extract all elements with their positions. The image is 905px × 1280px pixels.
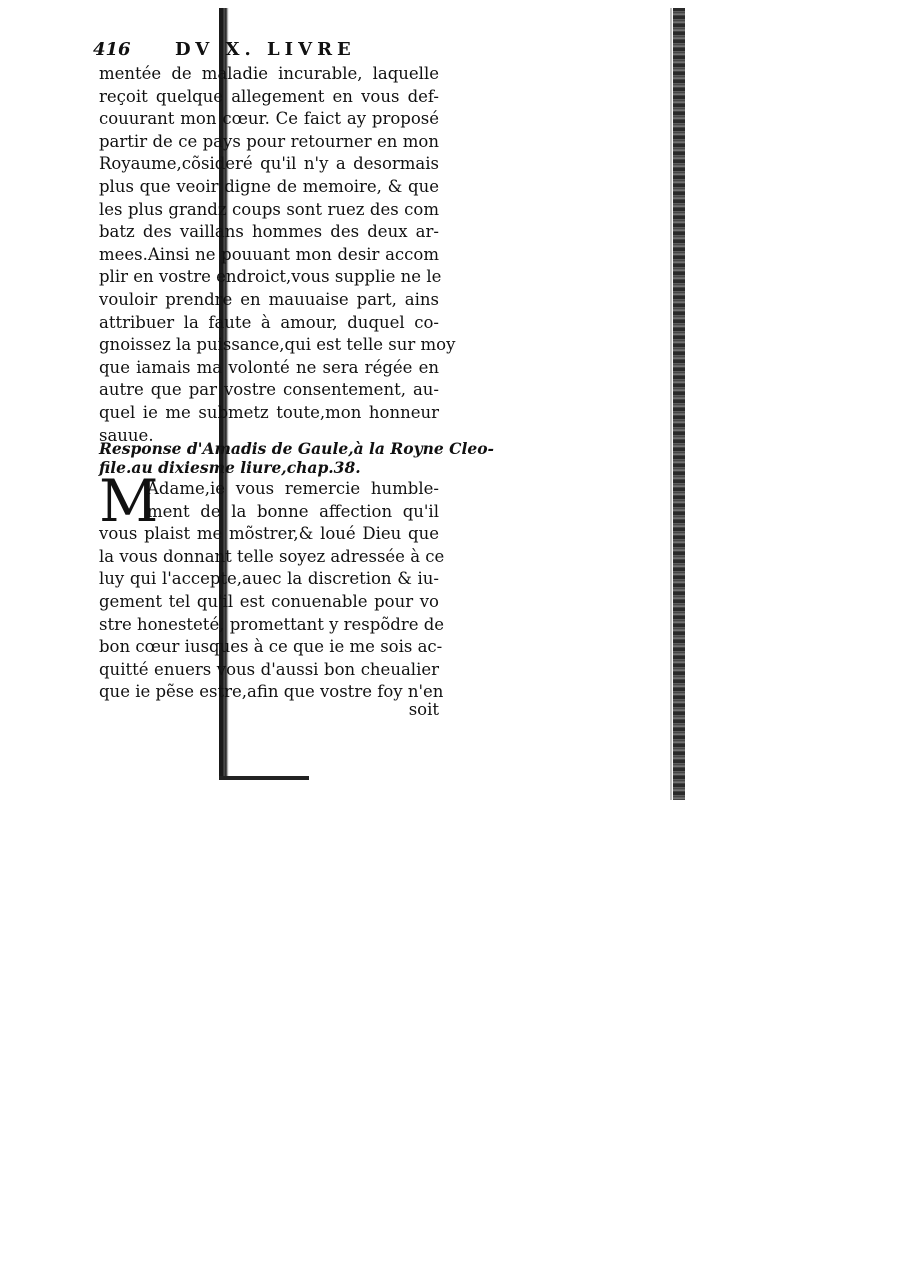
page-number: 416 [93, 39, 131, 60]
catchword: soit [408, 700, 439, 719]
drop-cap: M [99, 467, 159, 535]
heading-line: file.au dixiesme liure,chap.38. [99, 458, 361, 477]
text-line: partir de ce pays pour retourner en mon [99, 131, 439, 151]
text-line: batz des vaillans hommes des deux ar- [99, 222, 439, 242]
text-line: couurant mon cœur. Ce faict ay proposé [99, 109, 439, 129]
text-line: quel ie me submetz toute,mon honneur [99, 402, 439, 422]
text-line: attribuer la faute à amour, duquel co- [99, 312, 439, 332]
text-line: mees.Ainsi ne pouuant mon desir accom [99, 244, 439, 264]
text-line: autre que par vostre consentement, au- [99, 380, 439, 400]
text-line: sauue. [99, 425, 154, 445]
page-bottom-edge [219, 776, 309, 780]
text-line: que iamais ma volonté ne sera régée en [99, 357, 439, 377]
running-head [93, 38, 433, 62]
text-line: gement tel qu'il est conuenable pour vo [99, 591, 439, 611]
text-line: la vous donnant telle soyez adressée à ce [99, 546, 445, 566]
text-line: vouloir prendre en mauuaise part, ains [99, 289, 439, 309]
text-line: stre honesteté, promettant y respõdre de [99, 614, 445, 634]
text-line: vous plaist me mõstrer,& loué Dieu que [99, 524, 439, 544]
text-line: plir en vostre endroict,vous supplie ne le [99, 267, 442, 287]
paragraph-1 [99, 63, 456, 447]
text-line: Royaume,cõsideré qu'il n'y a desormais [99, 154, 439, 174]
running-title: DV X. LIVRE [175, 39, 356, 60]
text-line: quitté enuers vous d'aussi bon cheualier [99, 659, 439, 679]
text-line: mentée de maladie incurable, laquelle [99, 64, 439, 83]
text-line: que ie pẽse estre,afin que vostre foy n'en [99, 682, 444, 702]
text-line: plus que veoir digne de memoire, & que [99, 176, 439, 196]
page-right-edge [673, 8, 685, 800]
text-line: bon cœur iusques à ce que ie me sois ac- [99, 637, 443, 657]
text-line: reçoit quelque allegement en vous def- [99, 86, 439, 106]
text-line: gnoissez la puissance,qui est telle sur moy [99, 335, 456, 355]
heading-line: Response d'Amadis de Gaule,à la Royne Cleo- [99, 439, 494, 458]
text-line: Adame,ie vous remercie humble- [147, 479, 439, 498]
text-line: luy qui l'accepte,auec la discretion & iu- [99, 569, 439, 589]
text-line: les plus grandz coups sont ruez des com [99, 199, 439, 219]
text-line: ment de la bonne affection qu'il [147, 501, 439, 521]
